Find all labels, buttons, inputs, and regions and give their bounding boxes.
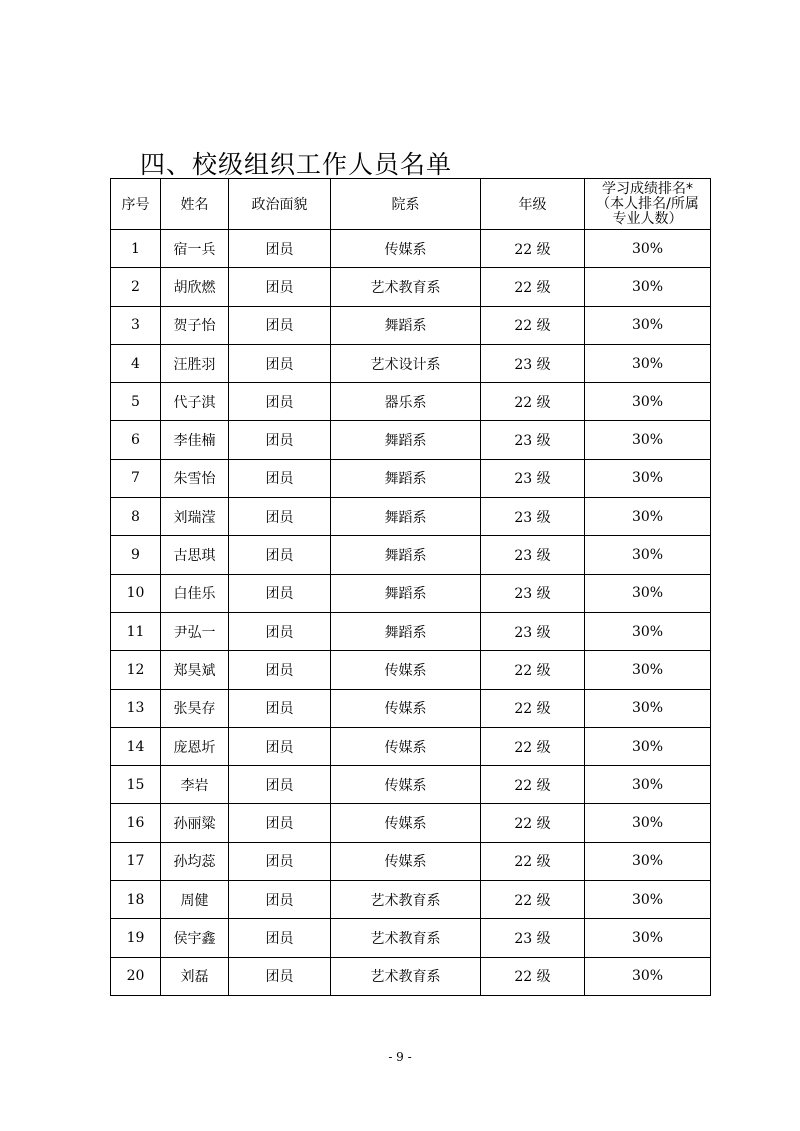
cell-political-status: 团员 <box>229 804 331 842</box>
cell-academic-rank: 30% <box>585 536 711 574</box>
table-row <box>111 919 711 957</box>
table-row <box>111 842 711 880</box>
cell-political-status: 团员 <box>229 881 331 919</box>
table-row <box>111 689 711 727</box>
table-row <box>111 344 711 382</box>
cell-political-status: 团员 <box>229 957 331 995</box>
cell-index: 17 <box>111 842 161 880</box>
cell-index: 3 <box>111 306 161 344</box>
cell-academic-rank: 30% <box>585 651 711 689</box>
table-row <box>111 957 711 995</box>
header-rank-line-1: 学习成绩排名* <box>602 180 693 197</box>
cell-academic-rank: 30% <box>585 881 711 919</box>
cell-department: 舞蹈系 <box>331 421 481 459</box>
table-row <box>111 727 711 765</box>
cell-index: 11 <box>111 612 161 650</box>
cell-political-status: 团员 <box>229 268 331 306</box>
cell-index: 7 <box>111 459 161 497</box>
cell-name: 白佳乐 <box>161 574 229 612</box>
table-row <box>111 421 711 459</box>
cell-name: 尹弘一 <box>161 612 229 650</box>
table-row <box>111 574 711 612</box>
cell-grade: 22 级 <box>481 766 585 804</box>
cell-name: 宿一兵 <box>161 230 229 268</box>
cell-index: 6 <box>111 421 161 459</box>
cell-academic-rank: 30% <box>585 344 711 382</box>
table-row <box>111 612 711 650</box>
cell-department: 艺术设计系 <box>331 344 481 382</box>
cell-political-status: 团员 <box>229 574 331 612</box>
cell-name: 刘瑞滢 <box>161 498 229 536</box>
cell-name: 李岩 <box>161 766 229 804</box>
staff-table <box>110 178 711 996</box>
cell-index: 2 <box>111 268 161 306</box>
cell-name: 周健 <box>161 881 229 919</box>
cell-political-status: 团员 <box>229 536 331 574</box>
cell-department: 器乐系 <box>331 383 481 421</box>
cell-department: 艺术教育系 <box>331 919 481 957</box>
header-name: 姓名 <box>161 179 229 230</box>
cell-index: 15 <box>111 766 161 804</box>
cell-name: 贺子怡 <box>161 306 229 344</box>
cell-grade: 23 级 <box>481 612 585 650</box>
cell-political-status: 团员 <box>229 651 331 689</box>
cell-name: 李佳楠 <box>161 421 229 459</box>
cell-name: 侯宇鑫 <box>161 919 229 957</box>
cell-department: 舞蹈系 <box>331 536 481 574</box>
table-row <box>111 268 711 306</box>
cell-name: 庞恩圻 <box>161 727 229 765</box>
cell-political-status: 团员 <box>229 230 331 268</box>
cell-department: 艺术教育系 <box>331 957 481 995</box>
cell-index: 16 <box>111 804 161 842</box>
table-row <box>111 536 711 574</box>
cell-grade: 22 级 <box>481 689 585 727</box>
table-row <box>111 230 711 268</box>
cell-political-status: 团员 <box>229 344 331 382</box>
table-row <box>111 804 711 842</box>
cell-index: 1 <box>111 230 161 268</box>
cell-department: 舞蹈系 <box>331 498 481 536</box>
cell-political-status: 团员 <box>229 689 331 727</box>
cell-grade: 22 级 <box>481 306 585 344</box>
cell-political-status: 团员 <box>229 919 331 957</box>
header-rank-line-2: （本人排名/所属 <box>596 195 699 212</box>
cell-grade: 22 级 <box>481 804 585 842</box>
cell-department: 传媒系 <box>331 804 481 842</box>
cell-name: 郑昊斌 <box>161 651 229 689</box>
cell-grade: 23 级 <box>481 421 585 459</box>
table-row <box>111 651 711 689</box>
header-rank-line-3: 专业人数） <box>612 210 683 227</box>
cell-department: 传媒系 <box>331 727 481 765</box>
cell-political-status: 团员 <box>229 421 331 459</box>
cell-political-status: 团员 <box>229 498 331 536</box>
cell-index: 4 <box>111 344 161 382</box>
cell-academic-rank: 30% <box>585 574 711 612</box>
cell-political-status: 团员 <box>229 306 331 344</box>
cell-grade: 22 级 <box>481 727 585 765</box>
cell-department: 舞蹈系 <box>331 612 481 650</box>
cell-department: 传媒系 <box>331 766 481 804</box>
cell-index: 8 <box>111 498 161 536</box>
table-header-row <box>111 179 711 230</box>
cell-academic-rank: 30% <box>585 498 711 536</box>
section-title: 四、校级组织工作人员名单 <box>140 150 453 179</box>
table-row <box>111 459 711 497</box>
cell-name: 刘磊 <box>161 957 229 995</box>
cell-political-status: 团员 <box>229 842 331 880</box>
cell-index: 5 <box>111 383 161 421</box>
header-index: 序号 <box>111 179 161 230</box>
cell-academic-rank: 30% <box>585 421 711 459</box>
cell-academic-rank: 30% <box>585 919 711 957</box>
header-academic-rank <box>585 179 711 230</box>
cell-department: 舞蹈系 <box>331 574 481 612</box>
cell-department: 舞蹈系 <box>331 306 481 344</box>
cell-index: 20 <box>111 957 161 995</box>
table-row <box>111 306 711 344</box>
table-row <box>111 383 711 421</box>
cell-academic-rank: 30% <box>585 383 711 421</box>
cell-grade: 22 级 <box>481 383 585 421</box>
cell-name: 孙丽粱 <box>161 804 229 842</box>
cell-grade: 22 级 <box>481 842 585 880</box>
cell-grade: 23 级 <box>481 919 585 957</box>
cell-academic-rank: 30% <box>585 957 711 995</box>
cell-name: 古思琪 <box>161 536 229 574</box>
header-grade: 年级 <box>481 179 585 230</box>
cell-index: 18 <box>111 881 161 919</box>
cell-academic-rank: 30% <box>585 804 711 842</box>
cell-name: 朱雪怡 <box>161 459 229 497</box>
page-number: - 9 - <box>388 1050 412 1064</box>
table-row <box>111 766 711 804</box>
header-department: 院系 <box>331 179 481 230</box>
cell-grade: 23 级 <box>481 344 585 382</box>
cell-grade: 22 级 <box>481 230 585 268</box>
cell-academic-rank: 30% <box>585 727 711 765</box>
cell-political-status: 团员 <box>229 727 331 765</box>
cell-department: 舞蹈系 <box>331 459 481 497</box>
cell-department: 传媒系 <box>331 651 481 689</box>
cell-name: 孙均蕊 <box>161 842 229 880</box>
cell-grade: 23 级 <box>481 498 585 536</box>
cell-grade: 22 级 <box>481 881 585 919</box>
cell-department: 传媒系 <box>331 689 481 727</box>
cell-department: 艺术教育系 <box>331 268 481 306</box>
cell-academic-rank: 30% <box>585 766 711 804</box>
cell-grade: 22 级 <box>481 651 585 689</box>
cell-academic-rank: 30% <box>585 842 711 880</box>
table-row <box>111 498 711 536</box>
cell-grade: 23 级 <box>481 574 585 612</box>
cell-academic-rank: 30% <box>585 689 711 727</box>
cell-academic-rank: 30% <box>585 612 711 650</box>
cell-name: 张昊存 <box>161 689 229 727</box>
cell-index: 12 <box>111 651 161 689</box>
cell-name: 代子淇 <box>161 383 229 421</box>
cell-political-status: 团员 <box>229 459 331 497</box>
cell-department: 艺术教育系 <box>331 881 481 919</box>
cell-political-status: 团员 <box>229 383 331 421</box>
cell-index: 9 <box>111 536 161 574</box>
table-row <box>111 881 711 919</box>
cell-grade: 23 级 <box>481 536 585 574</box>
cell-index: 10 <box>111 574 161 612</box>
cell-academic-rank: 30% <box>585 268 711 306</box>
cell-index: 14 <box>111 727 161 765</box>
cell-academic-rank: 30% <box>585 306 711 344</box>
header-political-status: 政治面貌 <box>229 179 331 230</box>
table-body <box>111 230 711 996</box>
cell-index: 19 <box>111 919 161 957</box>
cell-name: 胡欣燃 <box>161 268 229 306</box>
cell-name: 汪胜羽 <box>161 344 229 382</box>
cell-department: 传媒系 <box>331 230 481 268</box>
cell-grade: 23 级 <box>481 459 585 497</box>
cell-political-status: 团员 <box>229 766 331 804</box>
cell-grade: 22 级 <box>481 268 585 306</box>
cell-grade: 22 级 <box>481 957 585 995</box>
cell-department: 传媒系 <box>331 842 481 880</box>
cell-academic-rank: 30% <box>585 230 711 268</box>
cell-academic-rank: 30% <box>585 459 711 497</box>
cell-political-status: 团员 <box>229 612 331 650</box>
cell-index: 13 <box>111 689 161 727</box>
